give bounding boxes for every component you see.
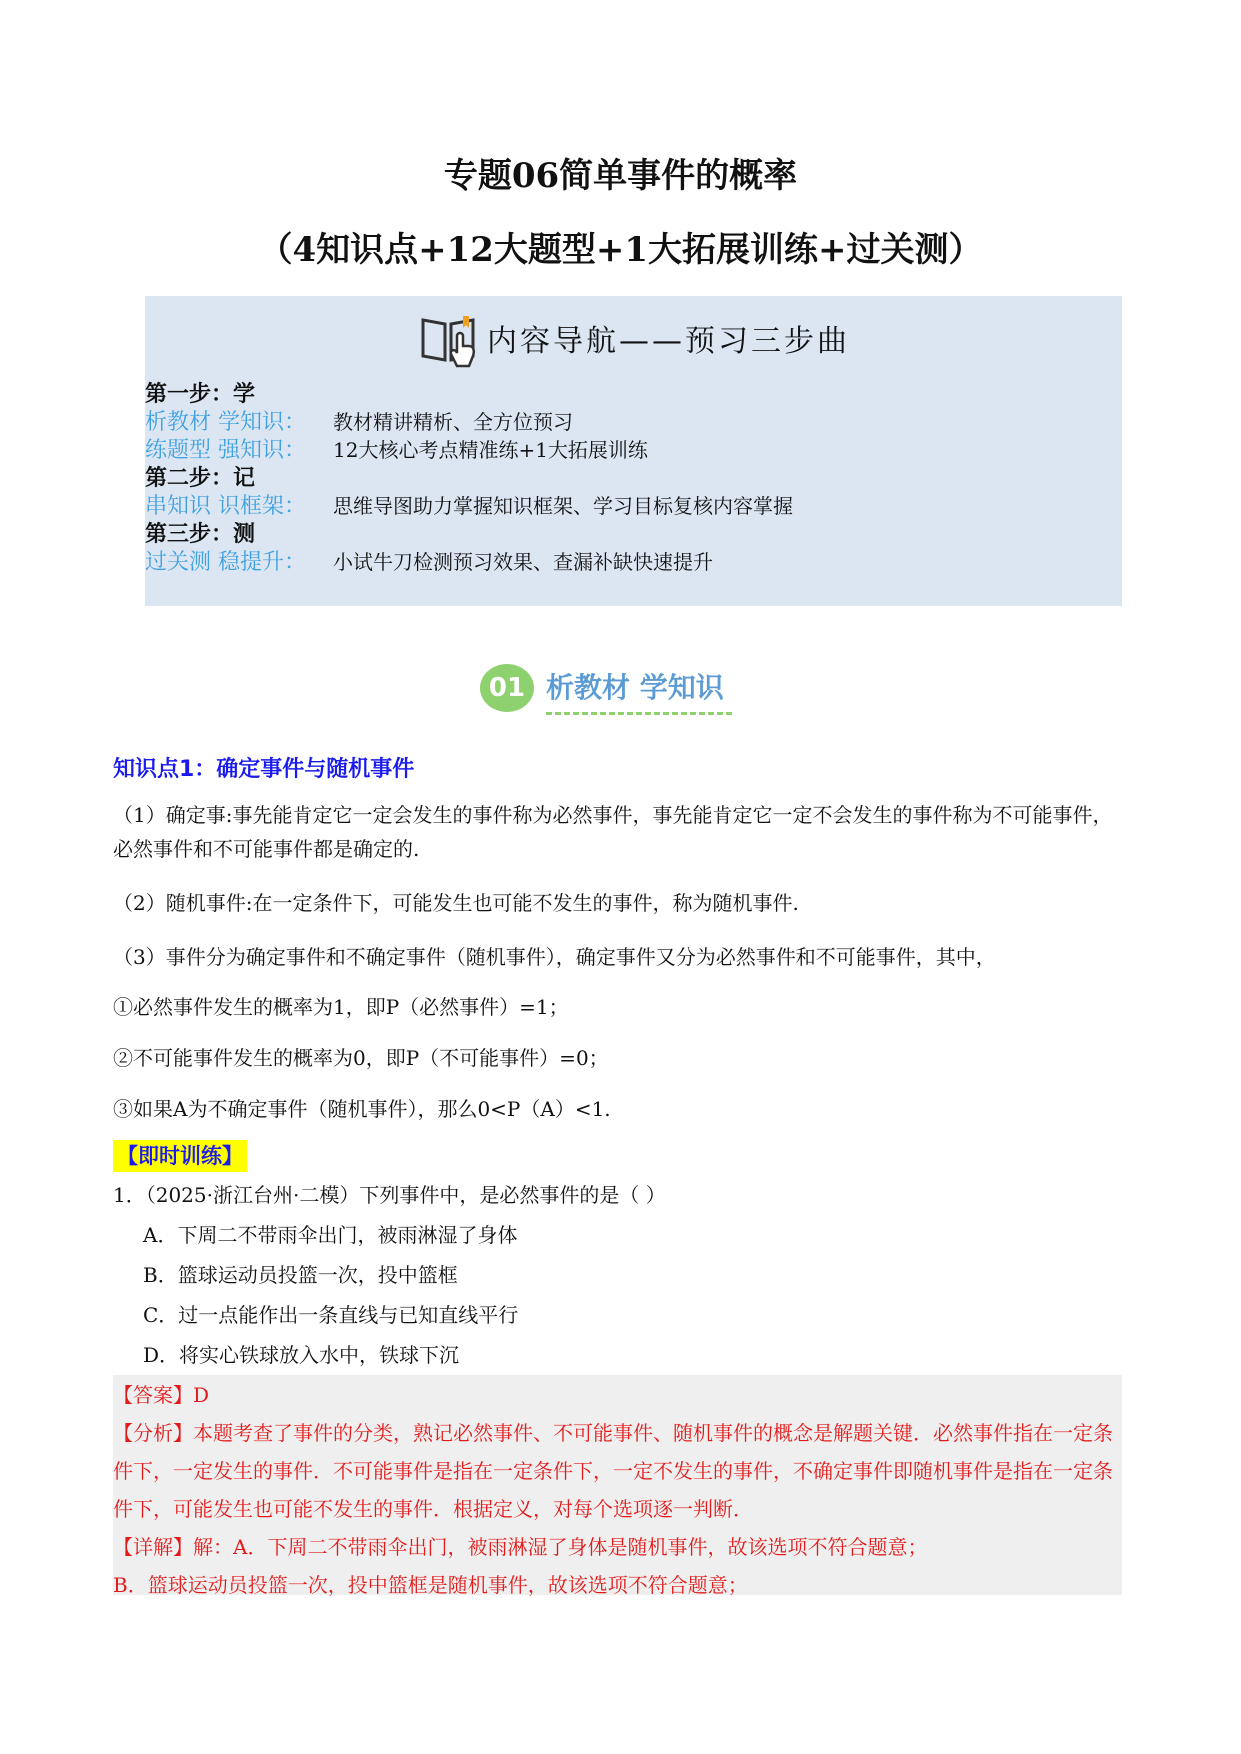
option-a: A．下周二不带雨伞出门，被雨淋湿了身体 xyxy=(143,1223,518,1247)
section-number: 01 xyxy=(480,664,534,712)
page-title: 专题06简单事件的概率 xyxy=(443,156,798,196)
answer-analysis: 【分析】本题考查了事件的分类，熟记必然事件、不可能事件、随机事件的概念是解题关键．必然事件指在一定条件下，一定发生的事件．不可能事件是指在一定条件下，一定不发生的事件，不确定事件即随机事件是指在一定条件下，可能发生也可能不发生的事件．根据定义，对每个选项逐一判断． xyxy=(113,1421,1113,1521)
nav-item-3-key: 串知识 识框架： xyxy=(145,494,306,519)
nav-item-2-key: 练题型 强知识： xyxy=(145,438,306,463)
knowledge-rule-1: ①必然事件发生的概率为1，即P（必然事件）=1； xyxy=(113,995,569,1019)
knowledge-point-title: 知识点1：确定事件与随机事件 xyxy=(113,757,415,782)
practice-tag: 【即时训练】 xyxy=(113,1140,247,1172)
knowledge-paragraph-3: （3）事件分为确定事件和不确定事件（随机事件），确定事件又分为必然事件和不可能事件，其中， xyxy=(113,945,996,969)
answer-line: 【答案】D xyxy=(113,1383,210,1407)
nav-item-3 xyxy=(145,492,793,521)
answer-detail-1: 【详解】解：A．下周二不带雨伞出门，被雨淋湿了身体是随机事件，故该选项不符合题意； xyxy=(113,1535,928,1559)
step-2-label: 第二步：记 xyxy=(145,466,256,491)
nav-item-3-value: 思维导图助力掌握知识框架、学习目标复核内容掌握 xyxy=(333,494,793,518)
nav-item-1-key: 析教材 学知识： xyxy=(145,410,306,435)
navigation-header xyxy=(145,306,1122,370)
knowledge-paragraph-2: （2）随机事件:在一定条件下，可能发生也可能不发生的事件，称为随机事件. xyxy=(113,891,799,915)
page-subtitle: （4知识点+12大题型+1大拓展训练+过关测） xyxy=(258,230,983,270)
section-underline xyxy=(546,712,732,715)
nav-item-4 xyxy=(145,548,713,577)
step-3-label: 第三步：测 xyxy=(145,522,256,547)
knowledge-paragraph-1: （1）确定事:事先能肯定它一定会发生的事件称为必然事件，事先能肯定它一定不会发生的事件称为不可能事件，必然事件和不可能事件都是确定的. xyxy=(113,803,1113,861)
nav-item-4-key: 过关测 稳提升： xyxy=(145,550,306,575)
knowledge-rule-2: ②不可能事件发生的概率为0，即P（不可能事件）=0； xyxy=(113,1046,609,1070)
step-1-label: 第一步：学 xyxy=(145,382,256,407)
question-1: 1．（2025·浙江台州·二模）下列事件中，是必然事件的是（ ） xyxy=(113,1183,666,1207)
step-1 xyxy=(145,380,255,409)
content-navigation-box xyxy=(145,296,1122,606)
option-c: C．过一点能作出一条直线与已知直线平行 xyxy=(143,1303,519,1327)
nav-item-2-value: 12大核心考点精准练+1大拓展训练 xyxy=(333,438,648,462)
nav-item-1-value: 教材精讲精析、全方位预习 xyxy=(333,410,573,434)
option-b: B．篮球运动员投篮一次，投中篮框 xyxy=(143,1263,458,1287)
navigation-title: 内容导航——预习三步曲 xyxy=(487,324,850,359)
section-badge xyxy=(480,660,770,720)
step-3 xyxy=(145,520,255,549)
nav-item-1 xyxy=(145,408,573,437)
step-2 xyxy=(145,464,255,493)
section-title: 析教材 学知识 xyxy=(546,671,724,704)
nav-item-4-value: 小试牛刀检测预习效果、查漏补缺快速提升 xyxy=(333,550,713,574)
answer-detail-2: B．篮球运动员投篮一次，投中篮框是随机事件，故该选项不符合题意； xyxy=(113,1573,748,1597)
book-pointer-icon xyxy=(417,306,481,370)
nav-item-2 xyxy=(145,436,648,465)
option-d: D．将实心铁球放入水中，铁球下沉 xyxy=(143,1343,460,1367)
knowledge-rule-3: ③如果A为不确定事件（随机事件），那么0<P（A）<1. xyxy=(113,1097,611,1121)
